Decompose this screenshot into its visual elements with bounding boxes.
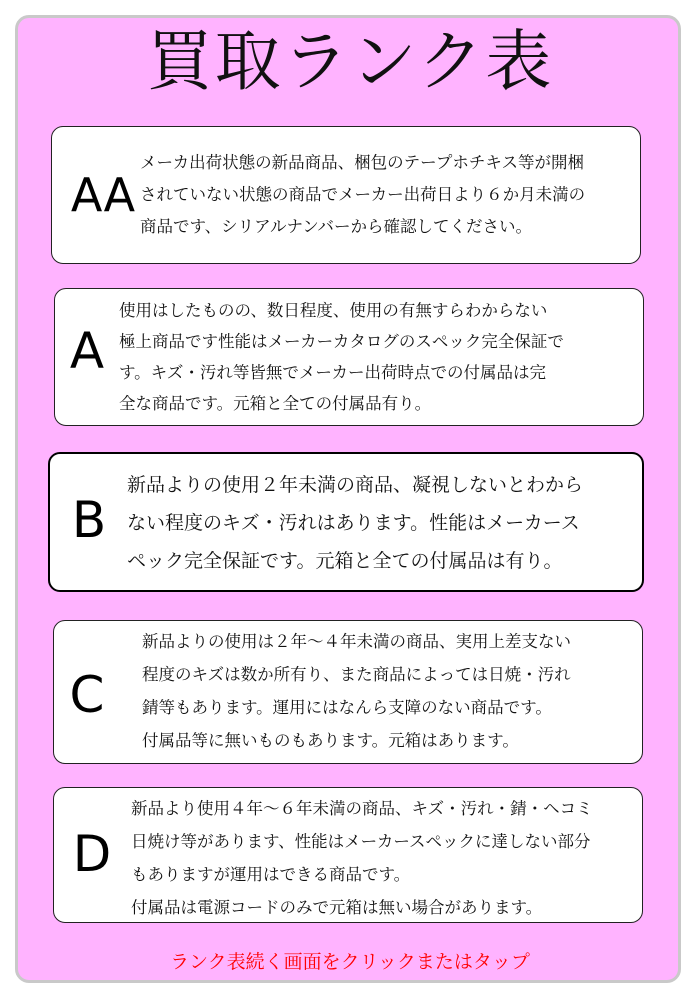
rank-description-aa: メーカ出荷状態の新品商品、梱包のテープホチキス等が開梱 されていない状態の商品でメーカー出荷日より６か月未満の 商品です、シリアルナンバーから確認してください。 <box>140 153 586 236</box>
rank-grade-d: D <box>72 825 112 883</box>
rank-card-d <box>53 787 643 923</box>
rank-card-aa <box>51 126 641 264</box>
rank-grade-a: A <box>69 322 105 380</box>
page-title: 買取ランク表 <box>146 23 554 100</box>
rank-description-c: 新品よりの使用は２年〜４年未満の商品、実用上差支ない 程度のキズは数か所有り、また商品によっては日焼・汚れ 錆等もあります。運用にはなんら支障のない商品です。 付属品等に無いものもあります。元箱はあります。 <box>142 632 571 750</box>
rank-grade-b: B <box>71 491 107 549</box>
rank-description-b: 新品よりの使用２年未満の商品、凝視しないとわから ない程度のキズ・汚れはあります。性能はメーカース ペック完全保証です。元箱と全ての付属品は有り。 <box>127 474 584 572</box>
rank-card-c <box>53 620 643 764</box>
rank-grade-aa: AA <box>70 168 136 222</box>
rank-card-a <box>54 288 644 426</box>
rank-card-b <box>48 452 644 592</box>
rank-grade-c: C <box>69 666 105 724</box>
continue-link[interactable]: ランク表続く画面をクリックまたはタップ <box>170 951 530 973</box>
rank-description-d: 新品より使用４年〜６年未満の商品、キズ・汚れ・錆・ヘコミ 日焼け等があります、性能はメーカースペックに達しない部分 もありますが運用はできる商品です。 付属品は電源コードのみで元箱は無い場合があります。 <box>131 799 593 917</box>
rank-description-a: 使用はしたものの、数日程度、使用の有無すらわからない 極上商品です性能はメーカーカタログのスペック完全保証で す。キズ・汚れ等皆無でメーカー出荷時点での付属品は完 全な商品です。元箱と全ての付属品有り。 <box>119 301 564 413</box>
